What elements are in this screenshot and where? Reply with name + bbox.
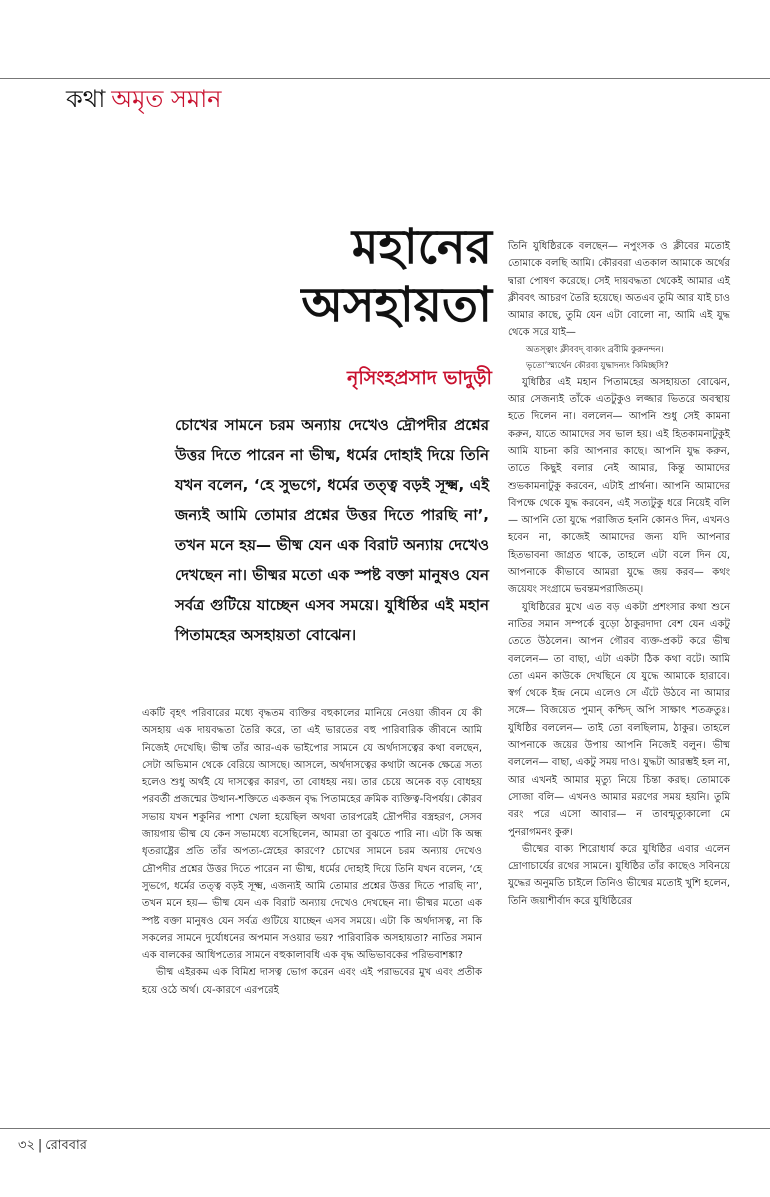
body-paragraph: তিনি যুধিষ্ঠিরকে বলছেন— নপুংসক ও ক্লীবের মতোই তোমাকে বলছি আমি। কৌরবরা এতকাল আমাকে অর্থের দ্বারা পোষণ করেছে। সেই দায়বদ্ধতা থেকেই আমার এই ক্লীববৎ আচরণ তৈরি হয়েছে। অতএব তুমি আর যাই চাও আমার কাছে, তুমি যেন এটা বোলো না, আমি এই যুদ্ধ থেকে সরে যাই—: [508, 241, 730, 339]
headline-line2: অসহায়তা: [301, 277, 492, 333]
body-paragraph: যুধিষ্ঠির এই মহান পিতামহের অসহায়তা বোঝেন, আর সেজন্যই তাঁকে এতটুকুও লজ্জার ভিতরে অবস্থায় হতে দিলেন না। বললেন— আপনি শুধু সেই কামনা করুন, যাতে আমাদের সব ভাল হয়। এই হিতকামনাটুকুই আমি যাচনা করি আপনার কাছে। আপনি যুদ্ধ করুন, তাতে কিছুই বলার নেই আমার, কিন্তু আমাদের শুভকামনাটুকু করবেন, এটাই প্রার্থনা। আপনি আমাদের বিপক্ষে থেকে যুদ্ধ করবেন, এই সত্যটুকু ধরে নিয়েই বলি— আপনি তো যুদ্ধে পরাজিত হননি কোনও দিন, এখনও হবেন না, কাজেই আমাদের জন্য যদি আপনার হিতভাবনা জাগ্রত থাকে, তাহলে এটা বলে দিন যে, আপনাকে কীভাবে আমরা যুদ্ধে জয় করব— কথং জয়েযং সংগ্রামে ভবন্তমপরাজিতম্‌।: [508, 376, 730, 596]
body-paragraph: ভীষ্ম এইরকম এক বিমিশ্র দাসত্ব ভোগ করেন এবং এই পরাভবের মুখ এবং প্রতীক হয়ে ওঠে অর্থ। যে-কারণে এরপরেই: [142, 967, 482, 996]
footer-separator: |: [37, 1138, 43, 1153]
body-column-left: [142, 705, 482, 999]
top-rule: [0, 78, 770, 79]
body-paragraph: ভীষ্মের বাক্য শিরোধার্য করে যুধিষ্ঠির এবার এলেন দ্রোণাচার্যের রথের সামনে। যুধিষ্ঠির তাঁর কাছেও সবিনয়ে যুদ্ধের অনুমতি চাইলে তিনিও ভীষ্মের মতোই খুশি হলেন, তিনি জয়াশীর্বাদ করে যুধিষ্ঠিরের: [508, 843, 730, 907]
author-byline: নৃসিংহপ্রসাদ ভাদুড়ী: [347, 367, 492, 389]
headline: [301, 218, 492, 334]
page-footer: [18, 1136, 87, 1157]
headline-line1: মহানের: [351, 219, 492, 275]
sanskrit-verse-line: ভৃতো’স্ম্যর্থেন কৌরব্য যুদ্ধাদন্যং কিমিচ্ছসি?: [526, 360, 669, 371]
bottom-rule: [0, 1128, 770, 1129]
section-title-word1: কথা: [66, 85, 106, 113]
sanskrit-verse-line: অতস্ত্বাং ক্লীববদ্‌ বাক্যং ব্রবীমি কুরুনন্দন।: [526, 344, 664, 355]
body-paragraph: একটি বৃহৎ পরিবারের মধ্যে বৃদ্ধতম ব্যক্তির বহুকালের মানিয়ে নেওয়া জীবন যে কী অসহায় এক দায়বদ্ধতা তৈরি করে, তা এই ভারতের বহু পারিবারিক জীবনে আমি নিজেই দেখেছি। ভীষ্ম তাঁর আর-এক ভাইপোর সামনে যে অর্থদাসত্বের কথা বলছেন, সেটা অভিমান থেকে বেরিয়ে আসছে। আসলে, অর্থদাসত্বের কথাটা অনেক ক্ষেত্রে সত্য হলেও শুধু অর্থই যে দাসত্বের কারণ, তা বোধহয় নয়। তার চেয়ে অনেক বড় বোধহয় পরবর্তী প্রজন্মের উত্থান-শক্তিতে একজন বৃদ্ধ পিতামহের ক্রমিক ব্যক্তিত্ব-বিপর্যয়। কৌরব সভায় যখন শকুনির পাশা খেলা হয়েছিল অথবা তারপরেই দ্রৌপদীর বস্ত্রহরণ, সেসব জায়গায় ভীষ্ম যে কেন সভামধ্যে বসেছিলেন, আমরা তা বুঝতে পারি না। এটা কি অন্ধ ধৃতরাষ্ট্রের প্রতি তাঁর অপত্য-স্নেহের কারণে? চোখের সামনে চরম অন্যায় দেখেও দ্রৌপদীর প্রশ্নের উত্তর দিতে পারেন না ভীষ্ম, ধর্মের দোহাই দিয়ে তিনি যখন বলেন, ‘হে সুভগে, ধর্মের তত্ত্ব বড়ই সূক্ষ্ম, এজন্যই আমি তোমার প্রশ্নের উত্তর দিতে পারছি না’, তখন মনে হয়— ভীষ্ম যেন এক বিরাট অন্যায় দেখেও দেখছেন না। ভীষ্মর মতো এক স্পষ্ট বক্তা মানুষও যেন সর্বত্র গুটিয়ে যাচ্ছেন এসব সময়ে। এটা কি অর্থদাসত্ব, না কি সকলের সামনে দুর্যোধনের অপমান সওয়ার ভয়? পারিবারিক অসহায়তা? নাতির সমান এক বালকের আধিপত্যের সামনে বহুকালাবধি এক বৃদ্ধ অভিভাবকের পরিভবাশঙ্কা?: [142, 708, 482, 962]
section-title: [66, 84, 222, 114]
section-title-word2: অমৃত সমান: [111, 85, 222, 113]
magazine-name: রোববার: [45, 1138, 87, 1153]
body-column-right: [508, 238, 730, 910]
body-paragraph: যুধিষ্ঠিরের মুখে এত বড় একটা প্রশংসার কথা শুনে নাতির সমান সম্পর্কে বুড়ো ঠাকুরদাদা বেশ যেন একটু তেতে উঠলেন। আপন গৌরব ব্যক্ত-প্রকট করে ভীষ্ম বললেন— তা বাছা, এটা একটা ঠিক কথা বটে। আমি তো এমন কাউকে দেখছিনে যে যুদ্ধে আমাকে হারাবে। স্বর্গ থেকে ইন্দ্র নেমে এলেও সে এঁটে উঠবে না আমার সঙ্গে— বিজয়েত পুমান্‌ কশ্চিদ্‌ অপি সাক্ষাৎ শতক্রতুঃ। যুধিষ্ঠির বললেন— তাই তো বলছিলাম, ঠাকুর। তাহলে আপনাকে জয়ের উপায় আপনি নিজেই বলুন। ভীষ্ম বললেন— বাছা, একটু সময় দাও। যুদ্ধটা আরম্ভই হল না, আর এখনই আমার মৃত্যু নিয়ে চিন্তা করছ। তোমাকে সোজা বলি— এখনও আমার মরণের সময় হয়নি। তুমি বরং পরে এসো আবার— ন তাবন্মৃত্যুকালো মে পুনরাগমনং কুরু।: [508, 601, 730, 838]
page-number: ৩২: [18, 1138, 35, 1153]
lead-paragraph: চোখের সামনে চরম অন্যায় দেখেও দ্রৌপদীর প্রশ্নের উত্তর দিতে পারেন না ভীষ্ম, ধর্মের দোহাই দিয়ে তিনি যখন বলেন, ‘হে সুভগে, ধর্মের তত্ত্ব বড়ই সূক্ষ্ম, এই জন্যই আমি তোমার প্রশ্নের উত্তর দিতে পারছি না’, তখন মনে হয়— ভীষ্ম যেন এক বিরাট অন্যায় দেখেও দেখছেন না। ভীষ্মর মতো এক স্পষ্ট বক্তা মানুষও যেন সর্বত্র গুটিয়ে যাচ্ছেন এসব সময়ে। যুধিষ্ঠির এই মহান পিতামহের অসহায়তা বোঝেন।: [175, 416, 489, 644]
